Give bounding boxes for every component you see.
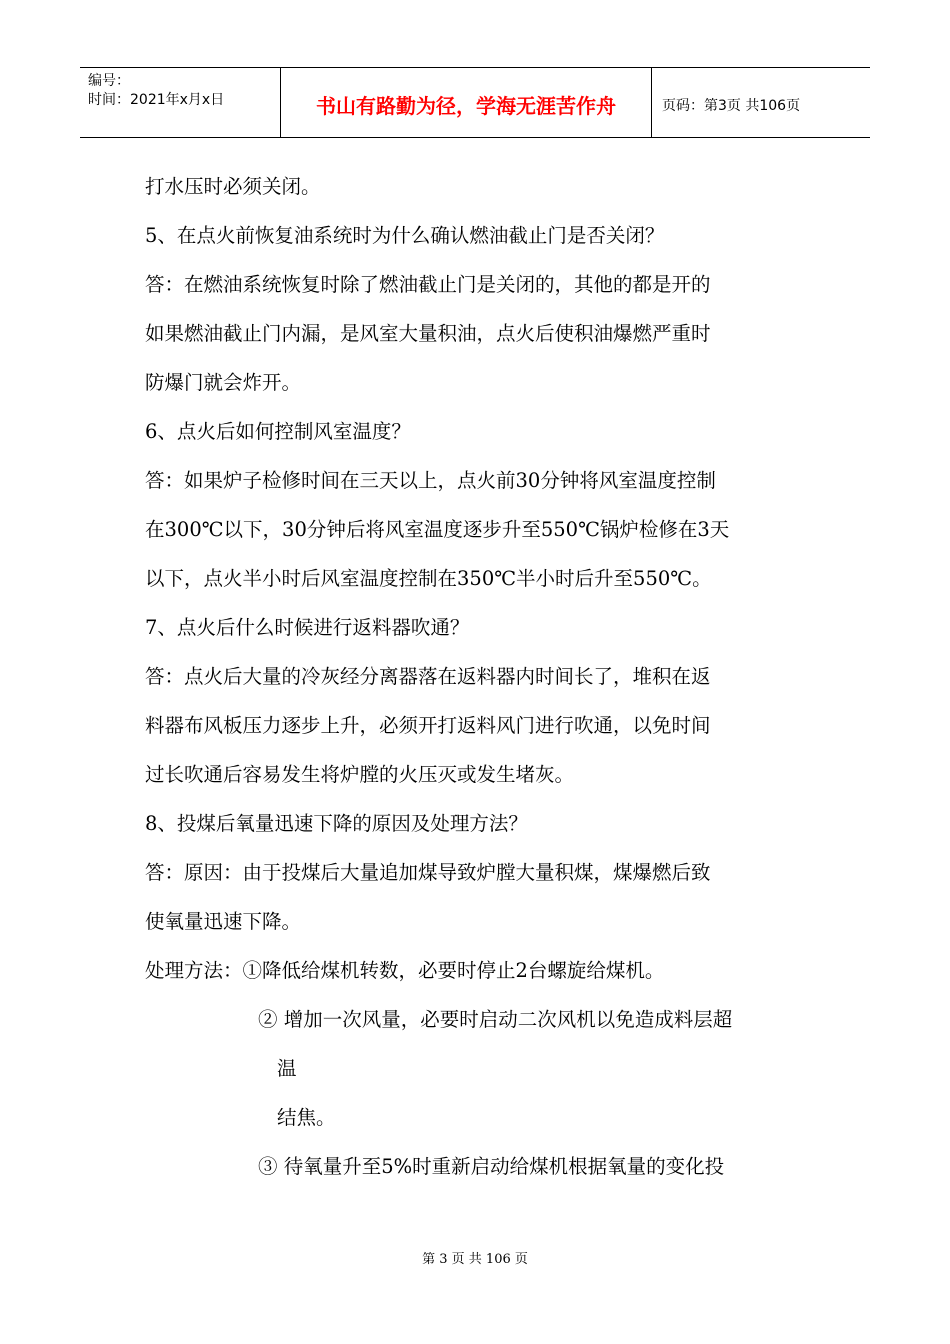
text-line: 使氧量迅速下降。 <box>145 910 302 933</box>
text-line: 答：在燃油系统恢复时除了燃油截止门是关闭的，其他的都是开的 <box>145 273 711 296</box>
text-line: 防爆门就会炸开。 <box>145 371 302 394</box>
list-item-3: ③ 待氧量升至5%时重新启动给煤机根据氧量的变化投 <box>258 1155 725 1178</box>
text-line: 结焦。 <box>277 1106 336 1129</box>
text-line: 在300℃以下，30分钟后将风室温度逐步升至550℃锅炉检修在3天 <box>145 518 730 541</box>
header-motto: 书山有路勤为径，学海无涯苦作舟 <box>281 68 652 137</box>
question-8: 8、投煤后氧量迅速下降的原因及处理方法？ <box>145 812 528 835</box>
question-6: 6、点火后如何控制风室温度？ <box>145 420 411 443</box>
list-item-2: ② 增加一次风量，必要时启动二次风机以免造成料层超 <box>258 1008 733 1031</box>
doc-number-label: 编号： <box>88 73 130 89</box>
text-line: 以下，点火半小时后风室温度控制在350℃半小时后升至550℃。 <box>145 567 712 590</box>
question-7: 7、点火后什么时候进行返料器吹通？ <box>145 616 470 639</box>
text-line: 过长吹通后容易发生将炉膛的火压灭或发生堵灰。 <box>145 763 575 786</box>
header-meta <box>80 68 281 137</box>
document-body <box>145 162 815 1191</box>
question-5: 5、在点火前恢复油系统时为什么确认燃油截止门是否关闭？ <box>145 224 665 247</box>
text-line: 处理方法：①降低给煤机转数，必要时停止2台螺旋给煤机。 <box>145 959 665 982</box>
text-line: 温 <box>277 1057 297 1080</box>
text-line: 答：如果炉子检修时间在三天以上，点火前30分钟将风室温度控制 <box>145 469 716 492</box>
header-page-info: 页码：第3页 共106页 <box>662 97 801 114</box>
page-footer: 第 3 页 共 106 页 <box>422 1252 528 1267</box>
text-line: 答：点火后大量的冷灰经分离器落在返料器内时间长了，堆积在返 <box>145 665 711 688</box>
text-line: 答：原因：由于投煤后大量追加煤导致炉膛大量积煤，煤爆燃后致 <box>145 861 711 884</box>
text-line: 料器布风板压力逐步上升，必须开打返料风门进行吹通，以免时间 <box>145 714 711 737</box>
page-header <box>80 67 870 138</box>
text-line: 如果燃油截止门内漏，是风室大量积油，点火后使积油爆燃严重时 <box>145 322 711 345</box>
doc-time-label: 时间：2021年x月x日 <box>88 92 225 108</box>
text-line: 打水压时必须关闭。 <box>145 175 321 198</box>
